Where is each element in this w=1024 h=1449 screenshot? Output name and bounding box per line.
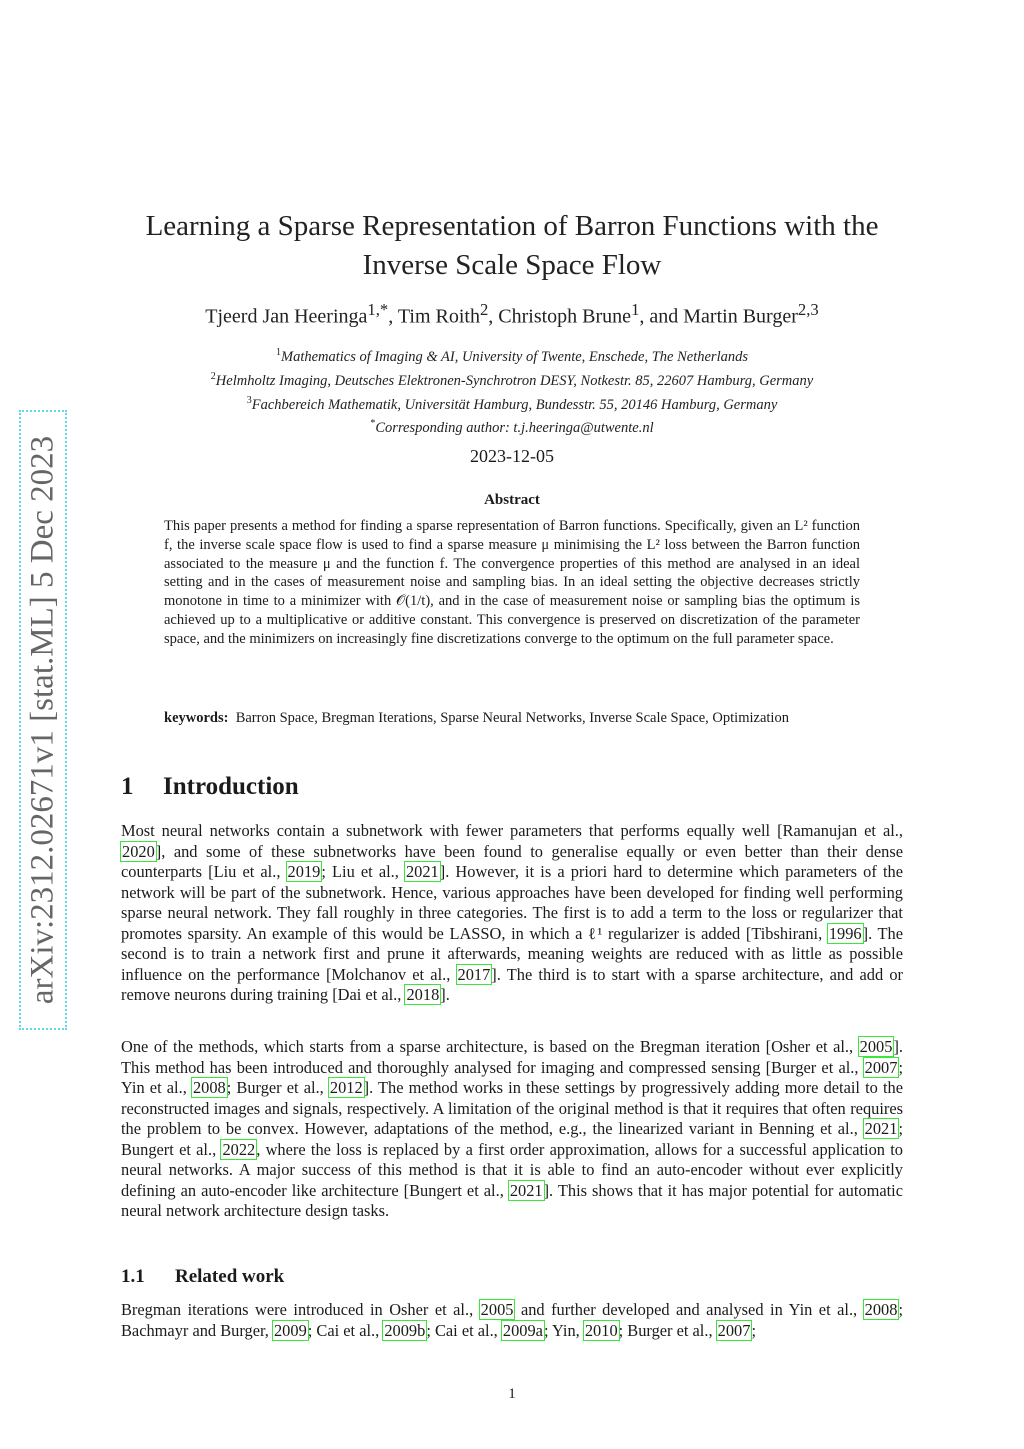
affiliation-sup: 3 xyxy=(246,394,252,406)
citation-link[interactable]: 2021 xyxy=(509,1180,543,1200)
intro-paragraph-1 xyxy=(121,821,903,1006)
text: ]. However, it is a priori hard to determine which parameters of the network will be part of the subnetwork. Hence, various approaches have been developed for finding well performing sparse neural network. They fall roughly in three categories. The first is to add a term to the loss or regularizer that promotes sparsity. An example of this would be LASSO, in which a ℓ¹ regularizer is added [Tibshirani, xyxy=(121,862,903,943)
author-name: , and Martin Burger xyxy=(639,305,798,328)
author-name: , Christoph Brune xyxy=(488,305,632,328)
section-title: Introduction xyxy=(163,773,299,800)
text: ]. This method has been introduced and thoroughly analysed for imaging and compressed sensing [Burger et al., xyxy=(121,1037,903,1077)
citation-link[interactable]: 2008 xyxy=(864,1300,898,1319)
paper-date: 2023-12-05 xyxy=(470,446,554,466)
text: ]. The method works in these settings by progressively adding more detail to the reconstructed images and signals, respectively. A limitation of the original method is that it requires that often requires the problem to be convex. However, adaptations of the method, e.g., the linearized variant in Benning et al., xyxy=(121,1078,904,1138)
text: Most neural networks contain a subnetwork with fewer parameters that performs equally well [Ramanujan et al., xyxy=(121,821,903,840)
keywords-label: keywords: xyxy=(164,710,229,726)
citation-link[interactable]: 2009a xyxy=(502,1320,543,1340)
text: ]. The third is to start with a sparse architecture, and add or remove neurons during training [Dai et al., xyxy=(121,964,903,1004)
text: ; Cai et al., xyxy=(307,1320,384,1340)
citation-link[interactable]: 2007 xyxy=(864,1057,898,1077)
author-list xyxy=(120,300,904,329)
title-line-2: Inverse Scale Space Flow xyxy=(362,249,662,281)
text: , where the loss is replaced by a first order approximation, allows for a successful application to neural networks. A major success of this method is that it is able to find an auto-encoder without ever explicitly defining an auto-encoder like architecture [Bungert et al., xyxy=(121,1139,903,1200)
text: ; Bungert et al., xyxy=(121,1119,903,1159)
affiliation-text: Fachbereich Mathematik, Universität Hamburg, Bundesstr. 55, 20146 Hamburg, Germany xyxy=(251,396,778,413)
affiliation-text: Mathematics of Imaging & AI, University of Twente, Enschede, The Netherlands xyxy=(280,348,749,365)
subsection-title: Related work xyxy=(175,1266,285,1287)
text: ]. xyxy=(440,985,450,1004)
author-name: Tjeerd Jan Heeringa xyxy=(205,305,368,328)
author-name: , Tim Roith xyxy=(388,305,480,328)
citation-link[interactable]: 2005 xyxy=(859,1037,893,1056)
citation-link[interactable]: 2021 xyxy=(405,862,439,881)
corresponding-author xyxy=(120,414,904,438)
affiliation xyxy=(120,391,904,415)
text: ; Burger et al., xyxy=(618,1320,717,1340)
text: ]. The second is to train a network first and prune it afterwards, meaning weights are reduced with as little as possible influence on the performance [Molchanov et al., xyxy=(121,923,903,984)
keywords-text: Barron Space, Bregman Iterations, Sparse Neural Networks, Inverse Scale Space, Optimization xyxy=(235,710,789,726)
citation-link[interactable]: 2010 xyxy=(584,1320,618,1340)
title-line-1: Learning a Sparse Representation of Barron Functions with the xyxy=(145,210,879,242)
affiliation-text: Helmholtz Imaging, Deutsches Elektronen-Synchrotron DESY, Notkestr. 85, 22607 Hamburg, Germany xyxy=(215,372,814,389)
affiliations xyxy=(120,343,904,438)
arxiv-stamp-text: arXiv:2312.02671v1 [stat.ML] 5 Dec 2023 xyxy=(24,435,61,1005)
citation-link[interactable]: 2005 xyxy=(480,1300,514,1319)
text: and further developed and analysed in Yin et al., xyxy=(514,1300,864,1319)
page-number: 1 xyxy=(508,1386,516,1402)
author-sup: 1,* xyxy=(367,300,389,319)
author-sup: 1 xyxy=(631,300,640,319)
text: ]. This shows that it has major potential for automatic neural network architecture design tasks. xyxy=(121,1180,903,1220)
citation-link[interactable]: 2022 xyxy=(222,1139,256,1159)
section-number: 1 xyxy=(121,773,134,800)
text: ], and some of these subnetworks have been found to generalise equally or even better than their dense counterparts [Liu et al., xyxy=(121,841,903,881)
subsection-number: 1.1 xyxy=(121,1266,145,1287)
section-heading-introduction xyxy=(121,773,299,801)
text: ; Bachmayr and Burger, xyxy=(121,1300,903,1340)
affiliation-sup: * xyxy=(370,418,376,430)
text: ; Cai et al., xyxy=(426,1320,502,1340)
citation-link[interactable]: 1996 xyxy=(828,923,862,943)
text: ; Burger et al., xyxy=(226,1078,329,1097)
abstract-body: This paper presents a method for finding a sparse representation of Barron functions. Specifically, given an L² function f, the inverse scale space flow is used to find a sparse measure μ minimising the L² loss between the Barron function associated to the measure μ and the function f. The convergence properties of this method are analysed in an ideal setting and in the cases of measurement noise and sampling bias. In an ideal setting the objective decreases strictly monotone in time to a minimizer with 𝒪(1/t), and in the case of measurement noise or sampling bias the optimum is achieved up to a multiplicative or additive constant. This convergence is preserved on discretization of the parameter space, and the minimizers on increasingly fine discretizations converge to the optimum on the full parameter space. xyxy=(164,518,860,647)
affiliation-sup: 1 xyxy=(275,347,281,358)
related-work-paragraph xyxy=(121,1300,903,1341)
text: One of the methods, which starts from a sparse architecture, is based on the Bregman iteration [Osher et al., xyxy=(121,1037,859,1056)
author-sup: 2 xyxy=(479,300,489,319)
paper-title xyxy=(120,207,904,285)
citation-link[interactable]: 2019 xyxy=(287,862,321,881)
citation-link[interactable]: 2021 xyxy=(864,1119,898,1138)
affiliation xyxy=(120,367,904,391)
affiliation-sup: 2 xyxy=(210,370,216,382)
intro-paragraph-2 xyxy=(121,1037,903,1222)
citation-link[interactable]: 2020 xyxy=(122,841,155,861)
arxiv-stamp xyxy=(19,410,67,1030)
text: Bregman iterations were introduced in Osher et al., xyxy=(121,1300,480,1319)
citation-link[interactable]: 2007 xyxy=(717,1320,751,1340)
text: ; Yin et al., xyxy=(121,1057,903,1097)
affiliation xyxy=(120,343,904,367)
text: ; Yin, xyxy=(543,1320,584,1340)
subsection-heading-related-work xyxy=(121,1266,284,1288)
citation-link[interactable]: 2017 xyxy=(457,964,491,984)
keywords xyxy=(164,709,860,728)
citation-link[interactable]: 2008 xyxy=(192,1078,226,1097)
citation-link[interactable]: 2018 xyxy=(406,985,440,1004)
citation-link[interactable]: 2009 xyxy=(273,1320,307,1340)
author-sup: 2,3 xyxy=(797,300,819,319)
citation-link[interactable]: 2009b xyxy=(384,1320,426,1340)
abstract-heading: Abstract xyxy=(484,492,540,508)
affiliation-text: Corresponding author: t.j.heeringa@utwente.nl xyxy=(375,420,654,437)
citation-link[interactable]: 2012 xyxy=(329,1078,363,1097)
text: ; xyxy=(751,1320,756,1340)
text: ; Liu et al., xyxy=(321,862,405,881)
